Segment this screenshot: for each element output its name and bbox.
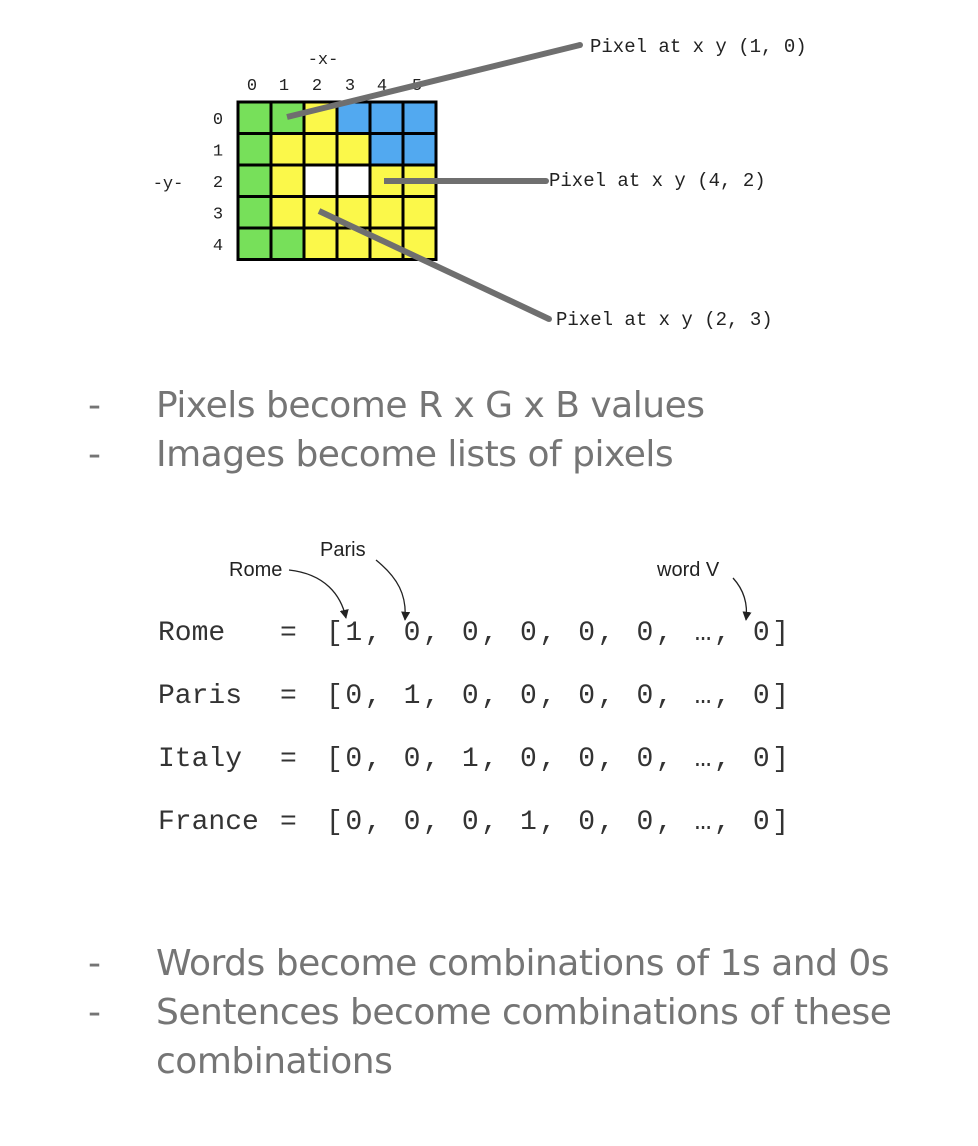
bullet-item: [88, 430, 704, 479]
bullet-text: Words become combinations of 1s and 0s: [156, 943, 890, 984]
x-tick-label: 2: [311, 77, 323, 96]
bullet-dash: -: [88, 943, 101, 984]
y-tick-label: 4: [212, 236, 224, 256]
callout-label-4-2: Pixel at x y (4, 2): [549, 170, 766, 192]
pixel-cell-3-1: [337, 134, 370, 166]
pixel-cell-0-0: [238, 102, 271, 134]
vector-values: [0, 0, 0, 1, 0, 0, …, 0]: [326, 807, 792, 838]
vector-equals: =: [280, 618, 297, 649]
bullet-text: Sentences become combinations of these combinations: [156, 992, 892, 1082]
pixel-cell-5-1: [403, 134, 436, 166]
pixel-cell-4-3: [370, 197, 403, 229]
y-tick-label: 1: [212, 142, 224, 162]
vector-values: [0, 1, 0, 0, 0, 0, …, 0]: [326, 681, 792, 712]
arrow-paris: [376, 560, 405, 620]
y-axis-label: -y-: [152, 175, 184, 194]
bullet-item: [88, 939, 918, 988]
word-bullet-list: [88, 939, 918, 1086]
bullet-dash: -: [88, 992, 101, 1033]
pixel-cell-4-1: [370, 134, 403, 166]
bullet-dash: -: [88, 434, 101, 475]
pixel-cell-2-4: [304, 228, 337, 260]
vector-equals: =: [280, 807, 297, 838]
vector-equals: =: [280, 681, 297, 712]
x-tick-label: 4: [376, 77, 388, 96]
vector-equals: =: [280, 744, 297, 775]
callout-label-1-0: Pixel at x y (1, 0): [590, 36, 807, 58]
bullet-item: [88, 381, 704, 430]
callout-tip-2-3: [546, 316, 552, 322]
pixel-cell-0-2: [238, 165, 271, 197]
pixel-cell-5-3: [403, 197, 436, 229]
pixel-cell-0-3: [238, 197, 271, 229]
pixel-cell-0-1: [238, 134, 271, 166]
pixel-cell-0-4: [238, 228, 271, 260]
vector-word: Rome: [158, 618, 226, 649]
pixel-cell-5-0: [403, 102, 436, 134]
arrow-rome: [289, 570, 346, 618]
callout-label-2-3: Pixel at x y (2, 3): [556, 309, 773, 331]
vector-values: [1, 0, 0, 0, 0, 0, …, 0]: [326, 618, 792, 649]
bullet-text: Images become lists of pixels: [156, 434, 674, 475]
pixel-cell-1-3: [271, 197, 304, 229]
vector-values: [0, 0, 1, 0, 0, 0, …, 0]: [326, 744, 792, 775]
pixel-cell-2-2: [304, 165, 337, 197]
x-axis-label: -x-: [307, 51, 339, 70]
x-tick-label: 0: [246, 77, 258, 96]
annotation-paris: Paris: [320, 539, 366, 561]
vector-word: France: [158, 807, 259, 838]
pixel-cell-3-2: [337, 165, 370, 197]
annotation-word-v: word V: [657, 559, 720, 581]
vector-word: Paris: [158, 681, 243, 712]
pixel-cell-1-4: [271, 228, 304, 260]
x-tick-label: 3: [344, 77, 356, 96]
bullet-text: Pixels become R x G x B values: [156, 385, 705, 426]
pixel-bullet-list: [88, 381, 704, 479]
y-tick-label: 0: [212, 110, 224, 130]
pixel-cell-2-1: [304, 134, 337, 166]
pixel-cell-1-1: [271, 134, 304, 166]
pixel-cell-4-0: [370, 102, 403, 134]
annotation-rome: Rome: [229, 559, 283, 581]
bullet-item: [88, 988, 918, 1086]
y-tick-label: 3: [212, 205, 224, 225]
callout-tip-1-0: [577, 42, 583, 48]
bullet-dash: -: [88, 385, 101, 426]
x-tick-label: 1: [278, 77, 290, 96]
arrow-word-v: [733, 578, 746, 620]
y-tick-label: 2: [212, 173, 224, 193]
pixel-cell-1-2: [271, 165, 304, 197]
pixel-cell-3-0: [337, 102, 370, 134]
vector-word: Italy: [158, 744, 243, 775]
y-tick-labels: [213, 111, 223, 256]
